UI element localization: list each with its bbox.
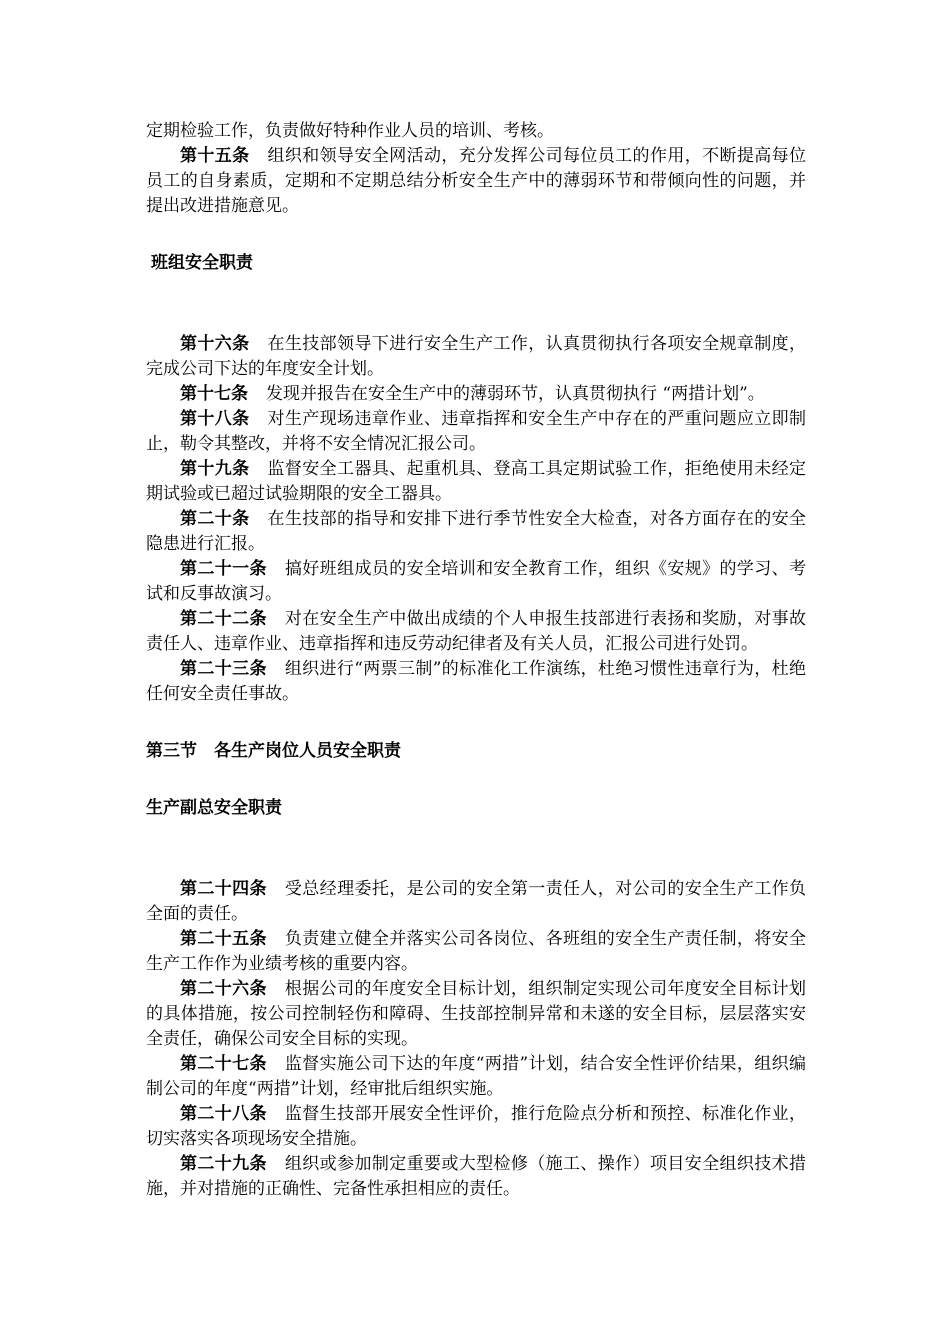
article-text: 对生产现场违章作业、违章指挥和安全生产中存在的严重问题应立即制止，勒令其整改，并将不安全情况汇报公司。 [146, 409, 807, 454]
article-label: 第二十九条 [180, 1154, 267, 1174]
article-29 [146, 1152, 806, 1202]
article-label: 第二十四条 [180, 879, 267, 899]
article-16 [146, 332, 806, 382]
heading-team-safety: 班组安全职责 [151, 253, 253, 273]
article-19 [146, 457, 806, 507]
article-text: 受总经理委托，是公司的安全第一责任人，对公司的安全生产工作负全面的责任。 [146, 879, 807, 924]
article-22 [146, 607, 806, 657]
article-label: 第二十条 [180, 509, 250, 529]
article-label: 第二十三条 [180, 659, 267, 679]
article-label: 第二十五条 [180, 929, 267, 949]
article-17 [146, 382, 806, 407]
article-text: 监督生技部开展安全性评价，推行危险点分析和预控、标准化作业，切实落实各项现场安全措施。 [146, 1104, 807, 1149]
article-26 [146, 977, 806, 1052]
article-text: 发现并报告在安全生产中的薄弱环节，认真贯彻执行 “两措计划”。 [266, 384, 765, 404]
article-text: 监督安全工器具、起重机具、登高工具定期试验工作，拒绝使用未经定期试验或已超过试验期限的安全工器具。 [146, 459, 807, 504]
article-25 [146, 927, 806, 977]
article-text: 搞好班组成员的安全培训和安全教育工作，组织《安规》的学习、考试和反事故演习。 [146, 559, 807, 604]
article-label: 第二十八条 [180, 1104, 267, 1124]
paragraph-intro: 定期检验工作，负责做好特种作业人员的培训、考核。 [146, 121, 554, 141]
article-15 [146, 144, 806, 219]
article-23 [146, 657, 806, 707]
article-label: 第二十二条 [180, 609, 267, 629]
article-27 [146, 1052, 806, 1102]
heading-vp-safety: 生产副总安全职责 [146, 798, 282, 818]
article-label: 第十九条 [180, 459, 250, 479]
article-18 [146, 407, 806, 457]
article-21 [146, 557, 806, 607]
article-text: 在生技部的指导和安排下进行季节性安全大检查，对各方面存在的安全隐患进行汇报。 [146, 509, 807, 554]
document-body [146, 119, 806, 1202]
article-text: 在生技部领导下进行安全生产工作，认真贯彻执行各项安全规章制度，完成公司下达的年度安全计划。 [146, 334, 807, 379]
article-28 [146, 1102, 806, 1152]
article-text: 负责建立健全并落实公司各岗位、各班组的安全生产责任制，将安全生产工作作为业绩考核的重要内容。 [146, 929, 807, 974]
article-text: 组织和领导安全网活动，充分发挥公司每位员工的作用，不断提高每位员工的自身素质，定期和不定期总结分析安全生产中的薄弱环节和带倾向性的问题，并提出改进措施意见。 [146, 146, 807, 216]
article-24 [146, 877, 806, 927]
article-label: 第十八条 [180, 409, 250, 429]
article-label: 第二十六条 [180, 979, 267, 999]
article-20 [146, 507, 806, 557]
article-label: 第十六条 [180, 334, 250, 354]
article-label: 第二十七条 [180, 1054, 267, 1074]
article-label: 第十七条 [180, 384, 248, 404]
article-text: 组织进行“两票三制”的标准化工作演练，杜绝习惯性违章行为，杜绝任何安全责任事故。 [146, 659, 807, 704]
heading-section-3: 第三节 各生产岗位人员安全职责 [146, 741, 401, 761]
article-label: 第二十一条 [180, 559, 267, 579]
article-label: 第十五条 [180, 146, 250, 166]
article-text: 组织或参加制定重要或大型检修（施工、操作）项目安全组织技术措施，并对措施的正确性、完备性承担相应的责任。 [146, 1154, 807, 1199]
article-text: 监督实施公司下达的年度“两措”计划，结合安全性评价结果，组织编制公司的年度“两措”计划，经审批后组织实施。 [146, 1054, 807, 1099]
article-text: 对在安全生产中做出成绩的个人申报生技部进行表扬和奖励，对事故责任人、违章作业、违章指挥和违反劳动纪律者及有关人员，汇报公司进行处罚。 [146, 609, 807, 654]
article-text: 根据公司的年度安全目标计划，组织制定实现公司年度安全目标计划的具体措施，按公司控制轻伤和障碍、生技部控制异常和未遂的安全目标，层层落实安全责任，确保公司安全目标的实现。 [146, 979, 807, 1049]
